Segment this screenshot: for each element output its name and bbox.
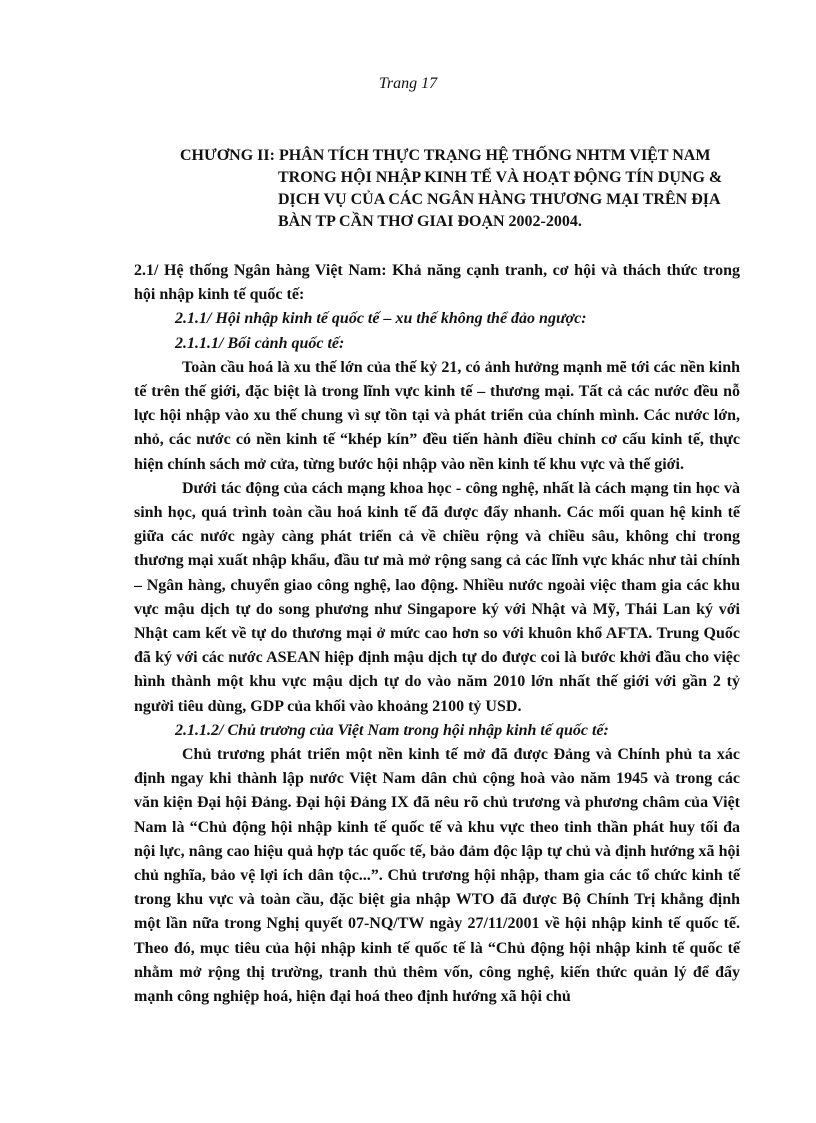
paragraph-2: Dưới tác động của cách mạng khoa học - công nghệ, nhất là cách mạng tin học và sinh học, quá trình toàn cầu hoá kinh tế đã được đẩy nhanh. Các mối quan hệ kinh tế giữa các nước ngày càng phát triển cả về chiều rộng và chiều sâu, không chỉ trong thương mại xuất nhập khẩu, đầu tư mà mở rộng sang cả các lĩnh vực khác như tài chính – Ngân hàng, chuyển giao công nghệ, lao động. Nhiều nước ngoài việc tham gia các khu vực mậu dịch tự do song phương như Singapore ký với Nhật và Mỹ, Thái Lan ký với Nhật cam kết về tự do thương mại ở mức cao hơn so với khuôn khổ AFTA. Trung Quốc đã ký với các nước ASEAN hiệp định mậu dịch tự do được coi là bước khởi đầu cho việc hình thành một khu vực mậu dịch tự do vào năm 2010 lớn nhất thế giới với gần 2 tỷ người tiêu dùng, GDP của khối vào khoảng 2100 tỷ USD. bbox=[134, 479, 740, 715]
subsubsection-heading-1: 2.1.1.1/ Bối cảnh quốc tế: bbox=[175, 334, 345, 352]
chapter-title bbox=[180, 145, 740, 233]
chapter-title-line-2: TRONG HỘI NHẬP KINH TẾ VÀ HOẠT ĐỘNG TÍN DỤNG & bbox=[278, 169, 723, 186]
chapter-title-line-3: DỊCH VỤ CỦA CÁC NGÂN HÀNG THƯƠNG MẠI TRÊN ĐỊA bbox=[278, 191, 721, 208]
subsubsection-heading-2: 2.1.1.2/ Chủ trương của Việt Nam trong hội nhập kinh tế quốc tế: bbox=[175, 721, 609, 739]
chapter-title-line-4: BÀN TP CẦN THƠ GIAI ĐOẠN 2002-2004. bbox=[278, 213, 582, 230]
subsection-heading: 2.1.1/ Hội nhập kinh tế quốc tế – xu thế không thể đảo ngược: bbox=[175, 310, 587, 328]
section-heading: 2.1/ Hệ thống Ngân hàng Việt Nam: Khả năng cạnh tranh, cơ hội và thách thức trong hội nhập kinh tế quốc tế: bbox=[134, 262, 740, 304]
document-body bbox=[134, 259, 740, 1009]
paragraph-1: Toàn cầu hoá là xu thế lớn của thế kỷ 21, có ảnh hưởng mạnh mẽ tới các nền kinh tế trên thế giới, đặc biệt là trong lĩnh vực kinh tế – thương mại. Tất cả các nước đều nỗ lực hội nhập vào xu thế chung vì sự tồn tại và phát triển của chính mình. Các nước lớn, nhỏ, các nước có nền kinh tế “khép kín” đều tiến hành điều chỉnh cơ cấu kinh tế, thực hiện chính sách mở cửa, từng bước hội nhập vào nền kinh tế khu vực và thế giới. bbox=[134, 358, 740, 473]
page-number: Trang 17 bbox=[378, 75, 438, 92]
chapter-title-line-1: CHƯƠNG II: PHÂN TÍCH THỰC TRẠNG HỆ THỐNG NHTM VIỆT NAM bbox=[180, 147, 711, 164]
paragraph-3: Chủ trương phát triển một nền kinh tế mở đã được Đảng và Chính phủ ta xác định ngay khi thành lập nước Việt Nam dân chủ cộng hoà vào năm 1945 và trong các văn kiện Đại hội Đảng. Đại hội Đảng IX đã nêu rõ chủ trương và phương châm của Việt Nam là “Chủ động hội nhập kinh tế quốc tế và khu vực theo tinh thần phát huy tối đa nội lực, nâng cao hiệu quả hợp tác quốc tế, bảo đảm độc lập tự chủ và định hướng xã hội chủ nghĩa, bảo vệ lợi ích dân tộc...”. Chủ trương hội nhập, tham gia các tổ chức kinh tế trong khu vực và toàn cầu, đặc biệt gia nhập WTO đã được Bộ Chính Trị khẳng định một lần nữa trong Nghị quyết 07-NQ/TW ngày 27/11/2001 về hội nhập kinh tế quốc tế. Theo đó, mục tiêu của hội nhập kinh tế quốc tế là “Chủ động hội nhập kinh tế quốc tế nhằm mở rộng thị trường, tranh thủ thêm vốn, công nghệ, kiến thức quản lý để đẩy mạnh công nghiệp hoá, hiện đại hoá theo định hướng xã hội chủ bbox=[134, 746, 740, 1006]
